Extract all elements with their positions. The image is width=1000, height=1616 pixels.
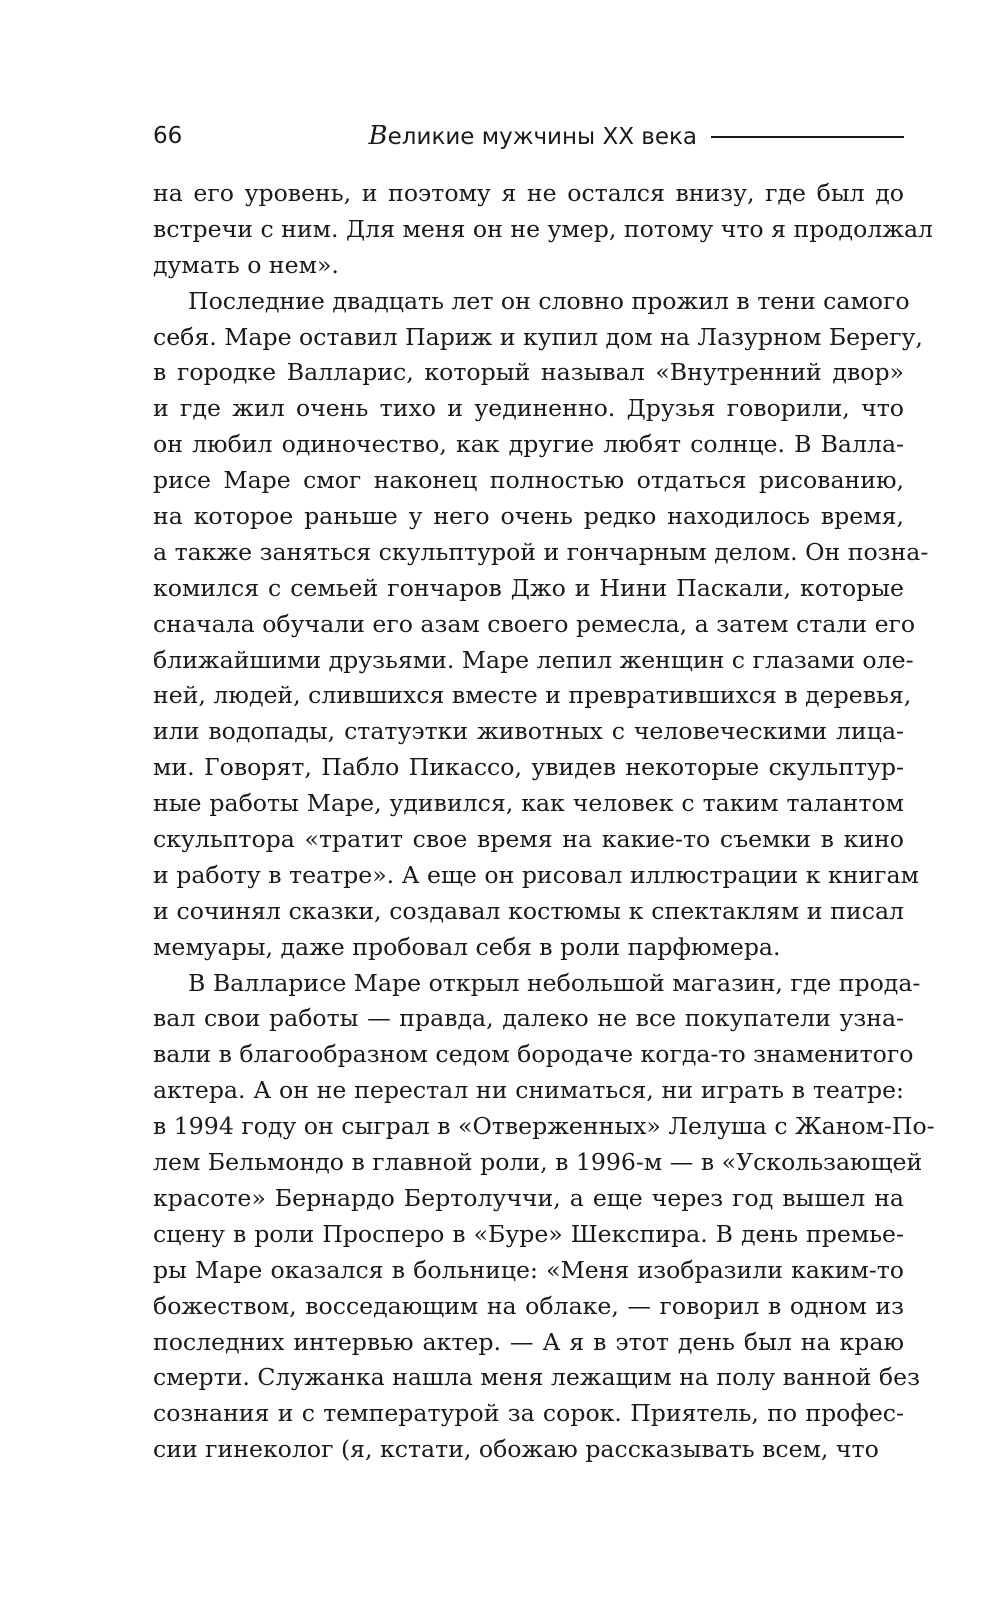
text-line: В Валларисе Маре открыл небольшой магазин, где прода- xyxy=(188,968,921,997)
text-line: ближайшими друзьями. Маре лепил женщин с глазами оле- xyxy=(153,645,914,674)
paragraph xyxy=(153,284,929,966)
text-line: в городке Валларис, который называл «Внутренний двор» xyxy=(153,358,904,387)
text-line: божеством, восседающим на облаке, — говорил в одном из xyxy=(153,1291,904,1320)
text-line: на его уровень, и поэтому я не остался внизу, где был до xyxy=(153,179,904,207)
text-line: а также заняться скульптурой и гончарным делом. Он позна- xyxy=(153,537,929,566)
running-title xyxy=(182,121,711,151)
text-line: мемуары, даже пробовал себя в роли парфюмера. xyxy=(153,932,781,961)
text-line: в 1994 году он сыграл в «Отверженных» Лелуша с Жаном-По- xyxy=(153,1112,935,1141)
text-line: думать о нем». xyxy=(153,250,339,279)
body-text xyxy=(153,176,935,1468)
text-line: последних интервью актер. — А я в этот день был на краю xyxy=(153,1327,904,1356)
text-line: или водопады, статуэтки животных с человеческими лица- xyxy=(153,717,904,746)
text-line: и работу в театре». А еще он рисовал иллюстрации к книгам xyxy=(153,860,919,889)
header-rule xyxy=(711,136,904,138)
text-line: рисе Маре смог наконец полностью отдаться рисованию, xyxy=(153,466,904,495)
text-line: лем Бельмондо в главной роли, в 1996-м — в «Ускользающей xyxy=(153,1148,923,1177)
text-line: смерти. Служанка нашла меня лежащим на полу ванной без xyxy=(153,1363,920,1392)
text-line: Последние двадцать лет он словно прожил в тени самого xyxy=(188,286,910,315)
text-line: скульптора «тратит свое время на какие-то съемки в кино xyxy=(153,825,904,854)
text-line: на которое раньше у него очень редко находилось время, xyxy=(153,502,904,531)
text-line: сцену в роли Просперо в «Буре» Шекспира. В день премье- xyxy=(153,1219,904,1248)
text-line: ней, людей, слившихся вместе и превратившихся в деревья, xyxy=(153,681,912,710)
running-title-initial: В xyxy=(368,121,388,151)
text-line: комился с семьей гончаров Джо и Нини Паскали, которые xyxy=(153,573,904,602)
text-line: ные работы Маре, удивился, как человек с таким талантом xyxy=(153,789,904,818)
text-line: сознания и с температурой за сорок. Приятель, по профес- xyxy=(153,1399,904,1428)
page-number: 66 xyxy=(153,123,183,149)
running-header xyxy=(153,116,904,156)
text-line: сии гинеколог (я, кстати, обожаю рассказывать всем, что xyxy=(153,1435,879,1464)
paragraph xyxy=(153,966,935,1468)
text-line: вали в благообразном седом бородаче когда-то знаменитого xyxy=(153,1040,914,1069)
text-line: ми. Говорят, Пабло Пикассо, увидев некоторые скульптур- xyxy=(153,753,904,782)
text-line: сначала обучали его азам своего ремесла, а затем стали его xyxy=(153,609,916,638)
text-line: актера. А он не перестал ни сниматься, ни играть в театре: xyxy=(153,1076,904,1105)
text-line: и где жил очень тихо и уединенно. Друзья говорили, что xyxy=(153,394,904,423)
text-line: встречи с ним. Для меня он не умер, потому что я продолжал xyxy=(153,214,934,243)
text-line: ры Маре оказался в больнице: «Меня изобразили каким-то xyxy=(153,1255,904,1284)
text-line: вал свои работы — правда, далеко не все покупатели узна- xyxy=(153,1004,904,1033)
paragraph xyxy=(153,176,934,284)
text-line: и сочинял сказки, создавал костюмы к спектаклям и писал xyxy=(153,896,904,925)
text-line: красоте» Бернардо Бертолуччи, а еще через год вышел на xyxy=(153,1183,904,1212)
text-line: он любил одиночество, как другие любят солнце. В Валла- xyxy=(153,430,904,459)
text-line: себя. Маре оставил Париж и купил дом на Лазурном Берегу, xyxy=(153,322,923,351)
running-title-text: еликие мужчины XX века xyxy=(387,124,697,150)
